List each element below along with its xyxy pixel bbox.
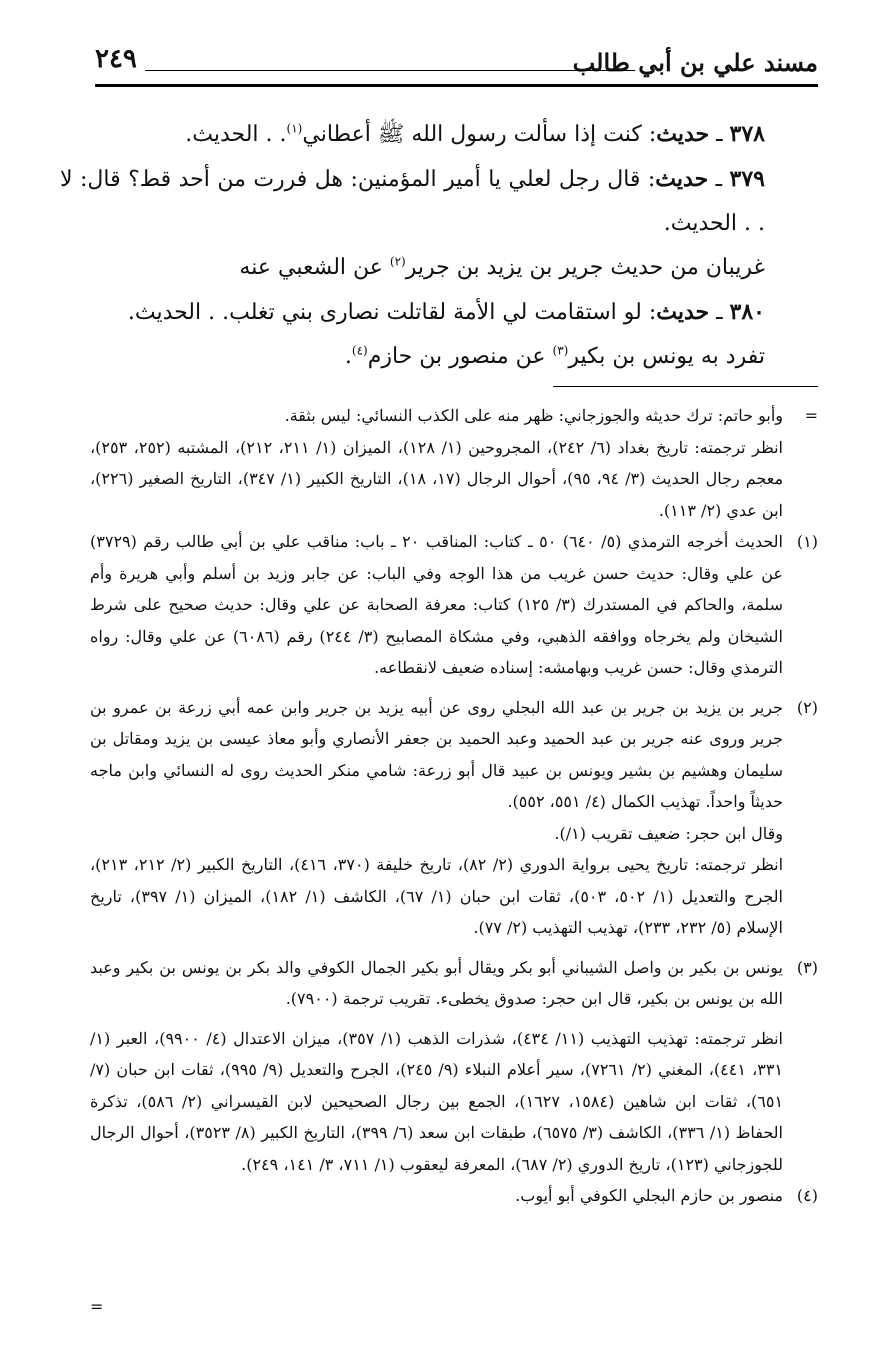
footnote-1: (١) الحديث أخرجه الترمذي (٥/ ٦٤٠) ٥٠ ـ كتاب: المناقب ٢٠ ـ باب: مناقب علي بن أبي طالب رقم (٣٧٢٩) عن علي وقال: حديث حسن غريب من هذا الوجه وفي الباب: عن جابر وزيد بن أسلم وأبي هريرة وأم سلمة، والحاكم في المستدرك (٣/ ١٢٥) كتاب: معرفة الصحابة عن علي وقال: حديث صحيح على شرط الشيخان ولم يخرجاه ووافقه الذهبي، وفي مشكاة المصابيح (٣/ ٢٤٤) رقم (٦٠٨٦) عن علي وقال: رواه الترمذي وقال: حسن غريب وبهامشه: إسناده ضعيف لانقطاعه. bbox=[90, 532, 818, 677]
footnote-4: (٤) منصور بن حازم البجلي الكوفي أبو أيوب. bbox=[515, 1186, 818, 1205]
footnote-ref-3[interactable]: (٣) bbox=[552, 343, 569, 358]
footnote-3: (٣) يونس بن بكير بن واصل الشيباني أبو بكر ويقال أبو بكير الجمال الكوفي والد بكر بن يونس بن بكير وعبد الله بن يونس بن بكير، قال ابن حجر: صدوق يخطىء. تقريب ترجمة (٧٩٠٠). انظر ترجمته: تهذيب التهذيب (١١/ ٤٣٤)، شذرات الذهب (١/ ٣٥٧)، ميزان الاعتدال (٤/ ٩٩٠٠)، العبر (١/ ٣٣١، ٤٤١)، المغني (٢/ ٧٢٦١)، سير أعلام النبلاء (٩/ ٢٤٥)، الجرح والتعديل (٩/ ٩٩٥)، ثقات ابن حبان (٧/ ٦٥١)، ثقات ابن شاهين (١٥٨٤، ١٦٢٧)، الجمع بين رجال الصحيحين لابن القيسراني (٢/ ٥٨٦)، تذكرة الحفاظ (١/ ٣٣٦)، الكاشف (٣/ ٦٥٧٥)، طبقات ابن سعد (٦/ ٣٩٩)، التاريخ الكبير (٨/ ٣٥٢٣)، أحوال الرجال للجوزجاني (١٢٣)، تاريخ الدوري (٢/ ٦٨٧)، المعرفة ليعقوب (١/ ٧١١، ٣/ ١٤١، ٢٤٩). bbox=[90, 957, 818, 1174]
header-rule bbox=[95, 84, 818, 87]
header-short-rule bbox=[145, 70, 635, 71]
page-number: ٢٤٩ bbox=[95, 44, 137, 74]
footnote-2: (٢) جرير بن يزيد بن جرير بن عبد الله البجلي روى عن أبيه يزيد بن جرير وابن عمه أبي زرعة بن عمرو بن جرير وروى عنه جرير بن عبد الحميد وعبد الحميد بن جعفر الأنصاري وأبو معاذ عيسى بن يزيد ومقاتل بن سليمان وهشيم بن بشير ويونس بن عبيد قال أبو زرعة: شامي منكر الحديث روى له النسائي وابن ماجه حديثاً واحداً. تهذيب الكمال (٤/ ٥٥١، ٥٥٢). وقال ابن حجر: ضعيف تقريب (١/). انظر ترجمته: تاريخ يحيى برواية الدوري (٢/ ٨٢)، تاريخ خليفة (٣٧٠، ٤١٦)، التاريخ الكبير (٢/ ٢١٢، ٢١٣)، الجرح والتعديل (١/ ٥٠٢، ٥٠٣)، ثقات ابن حبان (١/ ٦٧)، الكاشف (١/ ١٨٢)، الميزان (١/ ٣٩٧)، تاريخ الإسلام (٥/ ٢٣٢، ٢٣٣)، تهذيب التهذيب (٢/ ٧٧). bbox=[90, 697, 818, 937]
footnote-ref-2[interactable]: (٢) bbox=[389, 254, 406, 269]
continued-marker: = bbox=[90, 1297, 104, 1316]
hadith-380: ٣٨٠ ـ حديث: لو استقامت لي الأمة لقاتلت نصارى بني تغلب. . الحديث. bbox=[127, 299, 765, 325]
footnote-separator bbox=[553, 386, 818, 387]
hadith-379: ٣٧٩ ـ حديث: قال رجل لعلي يا أمير المؤمنين: هل فررت من أحد قط؟ قال: لا . . الحديث. bbox=[60, 166, 765, 236]
page-header bbox=[95, 40, 818, 88]
running-title: مسند علي بن أبي طالب bbox=[572, 48, 818, 77]
footnote-continued: = وأبو حاتم: ترك حديثه والجوزجاني: ظهر منه على الكذب النسائي: ليس بثقة. انظر ترجمته: تاريخ بغداد (٦/ ٢٤٢)، المجروحين (١/ ١٢٨)، الميزان (١/ ٢١١، ٢١٢)، المشتبه (٢٥٢، ٢٥٣)، معجم رجال الحديث (٣/ ٩٤، ٩٥)، أحوال الرجال (١٧، ١٨)، التاريخ الكبير (١/ ٣٤٧)، التاريخ الصغير (٢٢٦)، ابن عدي (٢/ ١١٣). bbox=[90, 406, 818, 520]
footnote-ref-1[interactable]: (١) bbox=[286, 121, 303, 136]
footnotes bbox=[90, 400, 818, 1212]
main-text bbox=[60, 112, 818, 379]
hadith-378: ٣٧٨ ـ حديث: كنت إذا سألت رسول الله ﷺ أعطاني$^{(١)}$. . الحديث. bbox=[185, 121, 765, 147]
comment-379: غريبان من حديث جرير بن يزيد بن جرير$^{(٢)}$ عن الشعبي عنه bbox=[239, 254, 765, 280]
footnote-ref-4[interactable]: (٤) bbox=[351, 343, 368, 358]
comment-380: تفرد به يونس بن بكير$^{(٣)}$ عن منصور بن حازم$^{(٤)}$. bbox=[344, 343, 765, 369]
